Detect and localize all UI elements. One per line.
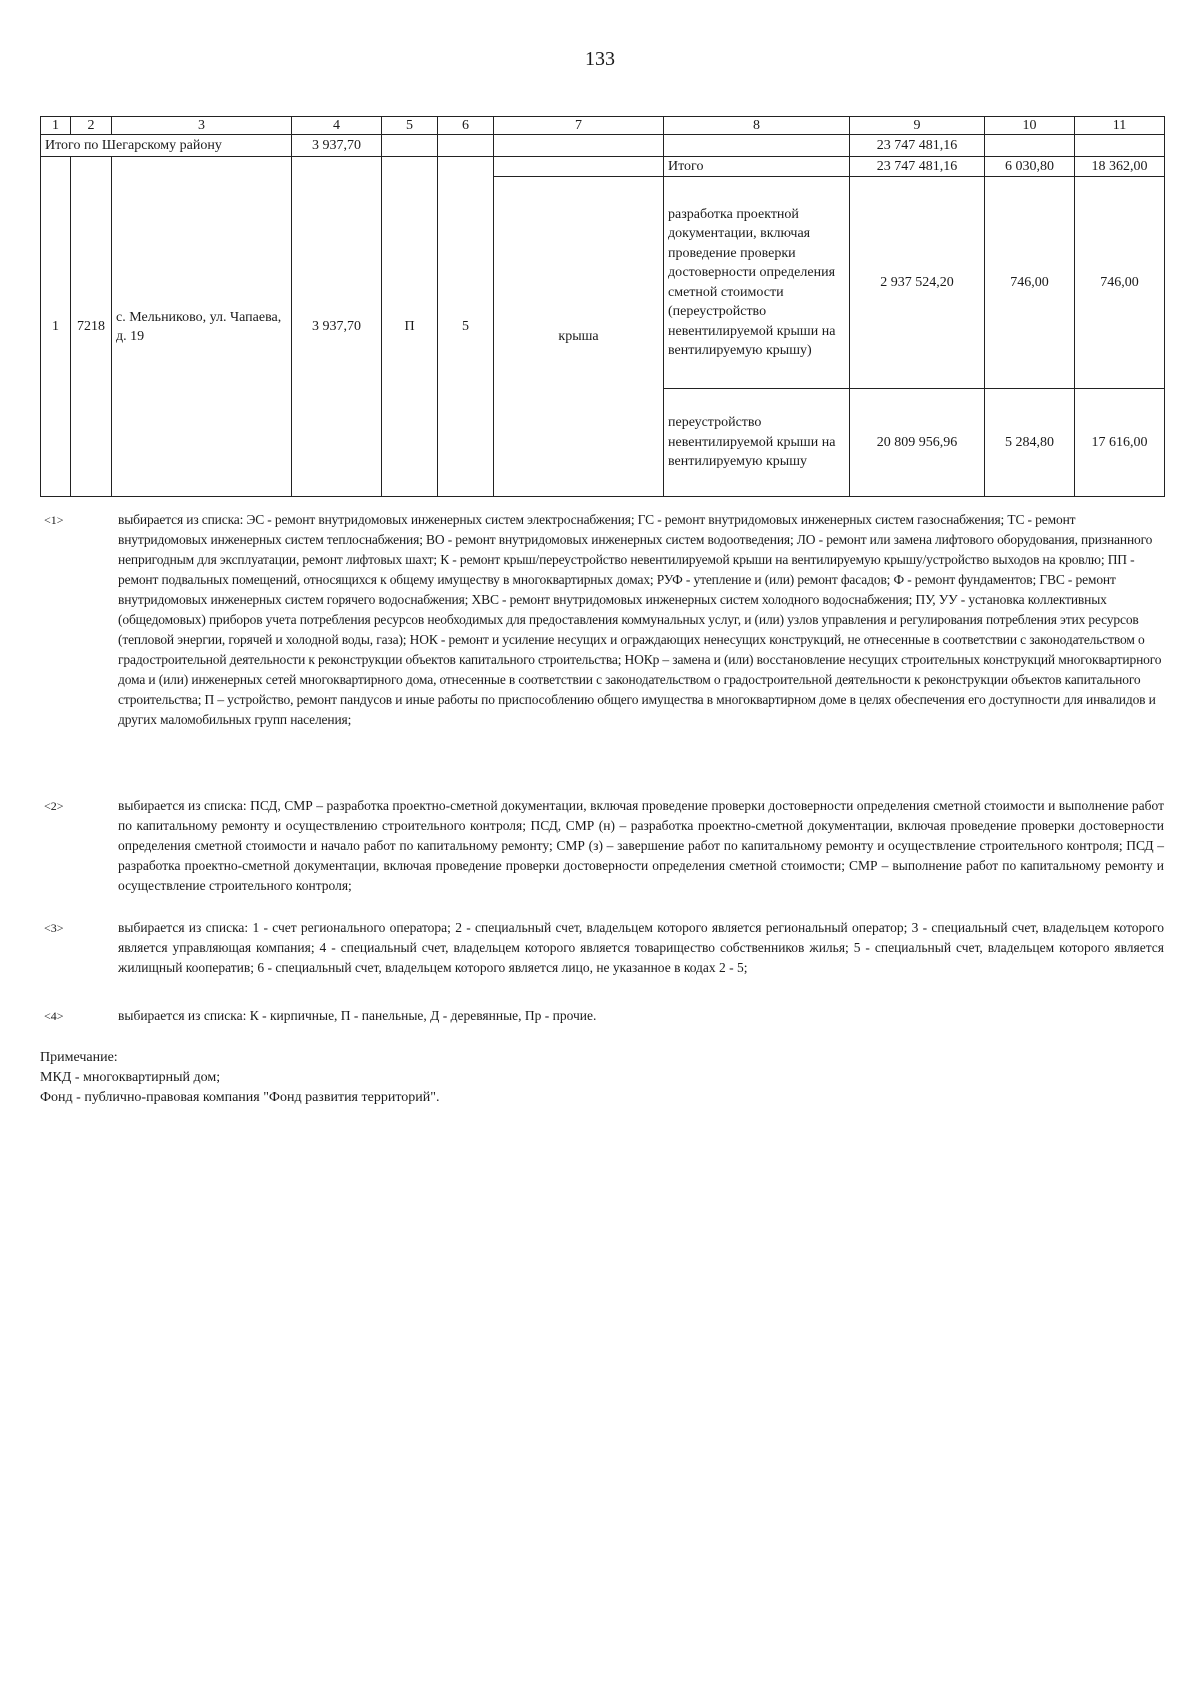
table-header-row [41, 117, 1165, 135]
work-col11: 746,00 [1075, 177, 1165, 389]
footer-line: МКД - многоквартирный дом; [40, 1070, 221, 1085]
header-cell: 11 [1075, 117, 1165, 135]
header-cell: 10 [985, 117, 1075, 135]
subtotal-label: Итого [664, 157, 850, 177]
district-total-cost: 23 747 481,16 [850, 135, 985, 157]
house-subtotal-row [41, 157, 1165, 177]
header-cell: 5 [382, 117, 438, 135]
subtotal-cost: 23 747 481,16 [850, 157, 985, 177]
empty-cell [664, 135, 850, 157]
work-description: разработка проектной документации, включая проведение проверки достоверности определения сметной стоимости (переустройство невентилируемой крыши на вентилируемую крышу) [664, 177, 850, 389]
header-cell: 1 [41, 117, 71, 135]
district-total-area: 3 937,70 [292, 135, 382, 157]
subtotal-col10: 6 030,80 [985, 157, 1075, 177]
empty-cell [985, 135, 1075, 157]
footnote-text: выбирается из списка: К - кирпичные, П - панельные, Д - деревянные, Пр - прочие. [118, 1008, 597, 1023]
footnote-mark: <1> [44, 513, 64, 527]
footnote-mark: <2> [44, 799, 64, 813]
account-type: 5 [438, 157, 494, 497]
work-cost: 20 809 956,96 [850, 389, 985, 497]
header-cell: 9 [850, 117, 985, 135]
footnote-text: выбирается из списка: ЭС - ремонт внутридомовых инженерных систем электроснабжения; ГС - ремонт внутридомовых инженерных систем газоснабжения; ТС - ремонт внутридомовых инженерных систем теплоснабжения; ВО - ремонт внутридомовых инженерных систем водоотведения; ЛО - ремонт или замена лифтового оборудования, признанного непригодным для эксплуатации, ремонт лифтовых шахт; К - ремонт крыш/переустройство невентилируемой крыши на вентилируемую крышу/устройство выходов на кровлю; ПП - ремонт подвальных помещений, относящихся к общему имуществу в многоквартирных домах; РУФ - утепление и (или) ремонт фасадов; Ф - ремонт фундаментов; ГВС - ремонт внутридомовых инженерных систем горячего водоснабжения; ХВС - ремонт внутридомовых инженерных систем холодного водоснабжения; ПУ, УУ - установка коллективных (общедомовых) приборов учета потребления ресурсов необходимых для предоставления коммунальных услуг, и (или) узлов управления и регулирования потребления этих ресурсов (тепловой энергии, горячей и холодной воды, газа); НОК - ремонт и усиление несущих и ограждающих ненесущих конструкций, не отнесенные в соответствии с законодательством о градостроительной деятельности к реконструкции объектов капитального строительства; НОКр – замена и (или) восстановление несущих строительных конструкций многоквартирного дома и (или) инженерных сетей многоквартирного дома, отнесенные в соответствии с законодательством о градостроительной деятельности к реконструкции объектов капитального строительства; П – устройство, ремонт пандусов и иные работы по приспособлению общего имущества в многоквартирном доме в целях обеспечения его доступности для инвалидов и других маломобильных групп населения; [118, 512, 1162, 727]
footnote-mark: <4> [44, 1009, 64, 1023]
footer-notes [40, 1048, 439, 1108]
empty-cell [1075, 135, 1165, 157]
wall-material: П [382, 157, 438, 497]
district-total-row [41, 135, 1165, 157]
house-number: 1 [41, 157, 71, 497]
header-cell: 8 [664, 117, 850, 135]
footnote-text: выбирается из списка: 1 - счет регионального оператора; 2 - специальный счет, владельцем которого является региональный оператор; 3 - специальный счет, владельцем которого является управляющая компания; 4 - специальный счет, владельцем которого является товарищество собственников жилья; 5 - специальный счет, владельцем которого является жилищный кооператив; 6 - специальный счет, владельцем которого является лицо, не указанное в кодах 2 - 5; [118, 920, 1164, 975]
page-number: 133 [585, 48, 615, 70]
footer-title: Примечание: [40, 1050, 118, 1065]
header-cell: 3 [112, 117, 292, 135]
work-col10: 5 284,80 [985, 389, 1075, 497]
empty-cell [494, 135, 664, 157]
house-code: 7218 [71, 157, 112, 497]
subtotal-col11: 18 362,00 [1075, 157, 1165, 177]
header-cell: 6 [438, 117, 494, 135]
capital-repair-table [40, 116, 1165, 497]
header-cell: 4 [292, 117, 382, 135]
empty-cell [382, 135, 438, 157]
header-cell: 7 [494, 117, 664, 135]
empty-cell [494, 157, 664, 177]
work-cost: 2 937 524,20 [850, 177, 985, 389]
empty-cell [438, 135, 494, 157]
footer-line: Фонд - публично-правовая компания "Фонд развития территорий". [40, 1090, 440, 1105]
work-description: переустройство невентилируемой крыши на вентилируемую крышу [664, 389, 850, 497]
house-area: 3 937,70 [292, 157, 382, 497]
header-cell: 2 [71, 117, 112, 135]
work-col10: 746,00 [985, 177, 1075, 389]
footnote-mark: <3> [44, 921, 64, 935]
footnote-text: выбирается из списка: ПСД, СМР – разработка проектно-сметной документации, включая проведение проверки достоверности определения сметной стоимости и выполнение работ по капитальному ремонту и осуществлению строительного контроля; ПСД, СМР (н) – разработка проектно-сметной документации, включая проведение проверки достоверности определения сметной стоимости и начало работ по капитальному ремонту; СМР (з) – завершение работ по капитальному ремонту и осуществление строительного контроля; ПСД – разработка проектно-сметной документации, включая проведение проверки достоверности определения сметной стоимости; СМР – выполнение работ по капитальному ремонту и осуществление строительного контроля; [118, 798, 1164, 893]
work-col11: 17 616,00 [1075, 389, 1165, 497]
structural-element: крыша [494, 177, 664, 497]
district-total-label: Итого по Шегарскому району [41, 135, 292, 157]
house-address: с. Мельниково, ул. Чапаева, д. 19 [112, 157, 292, 497]
